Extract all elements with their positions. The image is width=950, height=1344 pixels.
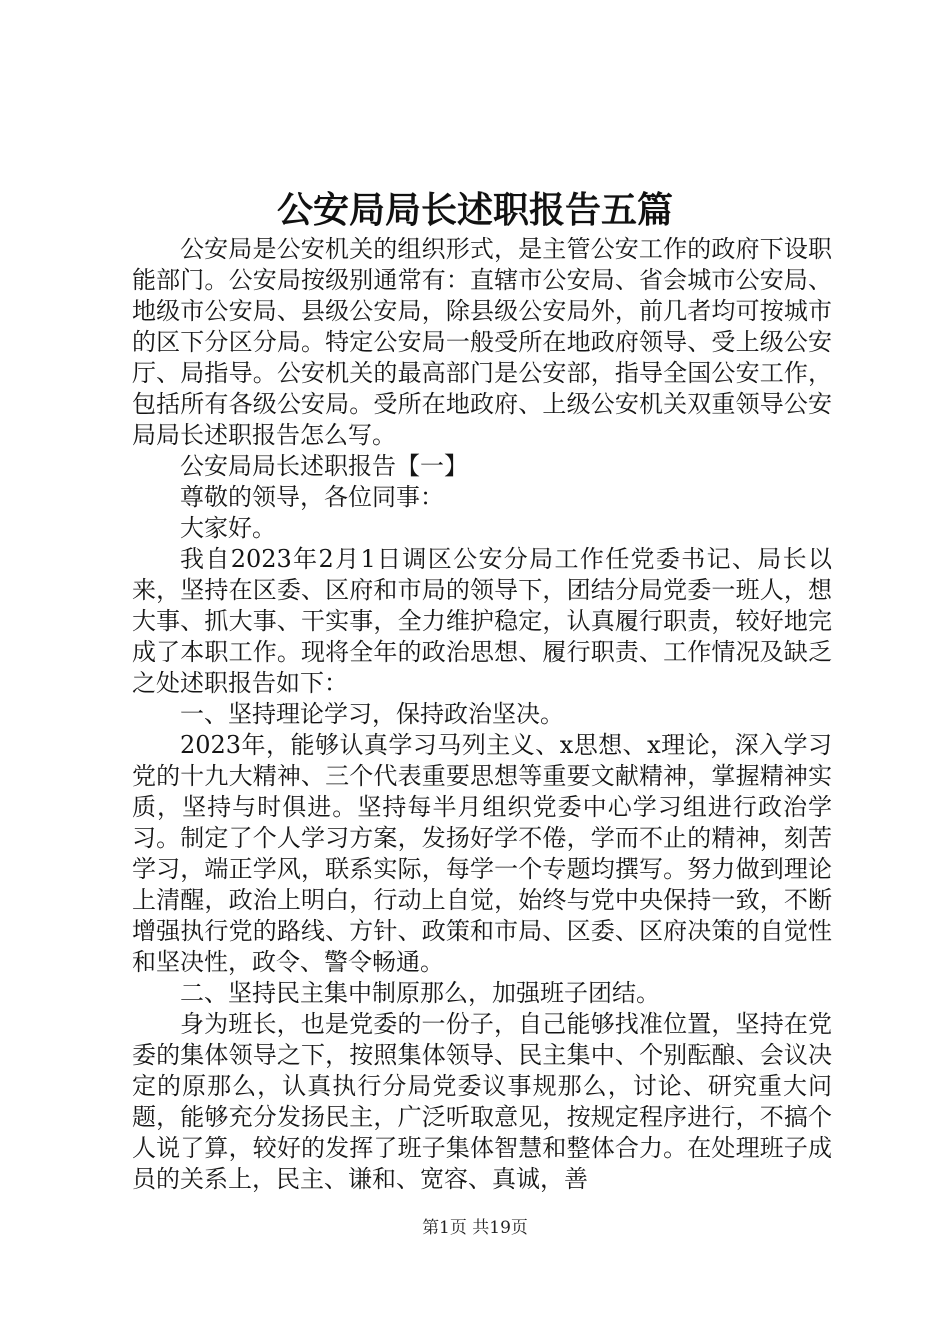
document-title: 公安局局长述职报告五篇 xyxy=(276,189,673,231)
body-paragraph: 我自2023年2月1日调区公安分局工作任党委书记、局长以来，坚持在区委、区府和市局的领导下，团结分局党委一班人，想大事、抓大事、干实事，全力维护稳定，认真履行职责，较好地完成了本职工作。现将全年的政治思想、履行职责、工作情况及缺乏之处述职报告如下： xyxy=(132,545,832,697)
section-heading: 公安局局长述职报告【一】 xyxy=(180,452,468,480)
subheading: 一、坚持理论学习，保持政治坚决。 xyxy=(180,700,564,728)
document-body xyxy=(132,234,832,1195)
salutation: 尊敬的领导，各位同事： xyxy=(180,483,444,511)
page-footer: 第1页 共19页 xyxy=(422,1218,528,1238)
body-paragraph: 2023年，能够认真学习马列主义、x思想、x理论，深入学习党的十九大精神、三个代表重要思想等重要文献精神，掌握精神实质，坚持与时俱进。坚持每半月组织党委中心学习组进行政治学习。制定了个人学习方案，发扬好学不倦，学而不止的精神，刻苦学习，端正学风，联系实际，每学一个专题均撰写。努力做到理论上清醒，政治上明白，行动上自觉，始终与党中央保持一致，不断增强执行党的路线、方针、政策和市局、区委、区府决策的自觉性和坚决性，政令、警令畅通。 xyxy=(132,731,832,976)
body-paragraph: 身为班长，也是党委的一份子，自己能够找准位置，坚持在党委的集体领导之下，按照集体领导、民主集中、个别酝酿、会议决定的原那么，认真执行分局党委议事规那么，讨论、研究重大问题，能够充分发扬民主，广泛听取意见，按规定程序进行，不搞个人说了算，较好的发挥了班子集体智慧和整体合力。在处理班子成员的关系上，民主、谦和、宽容、真诚，善 xyxy=(132,1010,832,1193)
intro-paragraph: 公安局是公安机关的组织形式，是主管公安工作的政府下设职能部门。公安局按级别通常有：直辖市公安局、省会城市公安局、地级市公安局、县级公安局，除县级公安局外，前几者均可按城市的区下分区分局。特定公安局一般受所在地政府领导、受上级公安厅、局指导。公安机关的最高部门是公安部，指导全国公安工作，包括所有各级公安局。受所在地政府、上级公安机关双重领导公安局局长述职报告怎么写。 xyxy=(132,235,832,449)
subheading: 二、坚持民主集中制原那么，加强班子团结。 xyxy=(180,979,660,1007)
greeting: 大家好。 xyxy=(180,514,276,542)
